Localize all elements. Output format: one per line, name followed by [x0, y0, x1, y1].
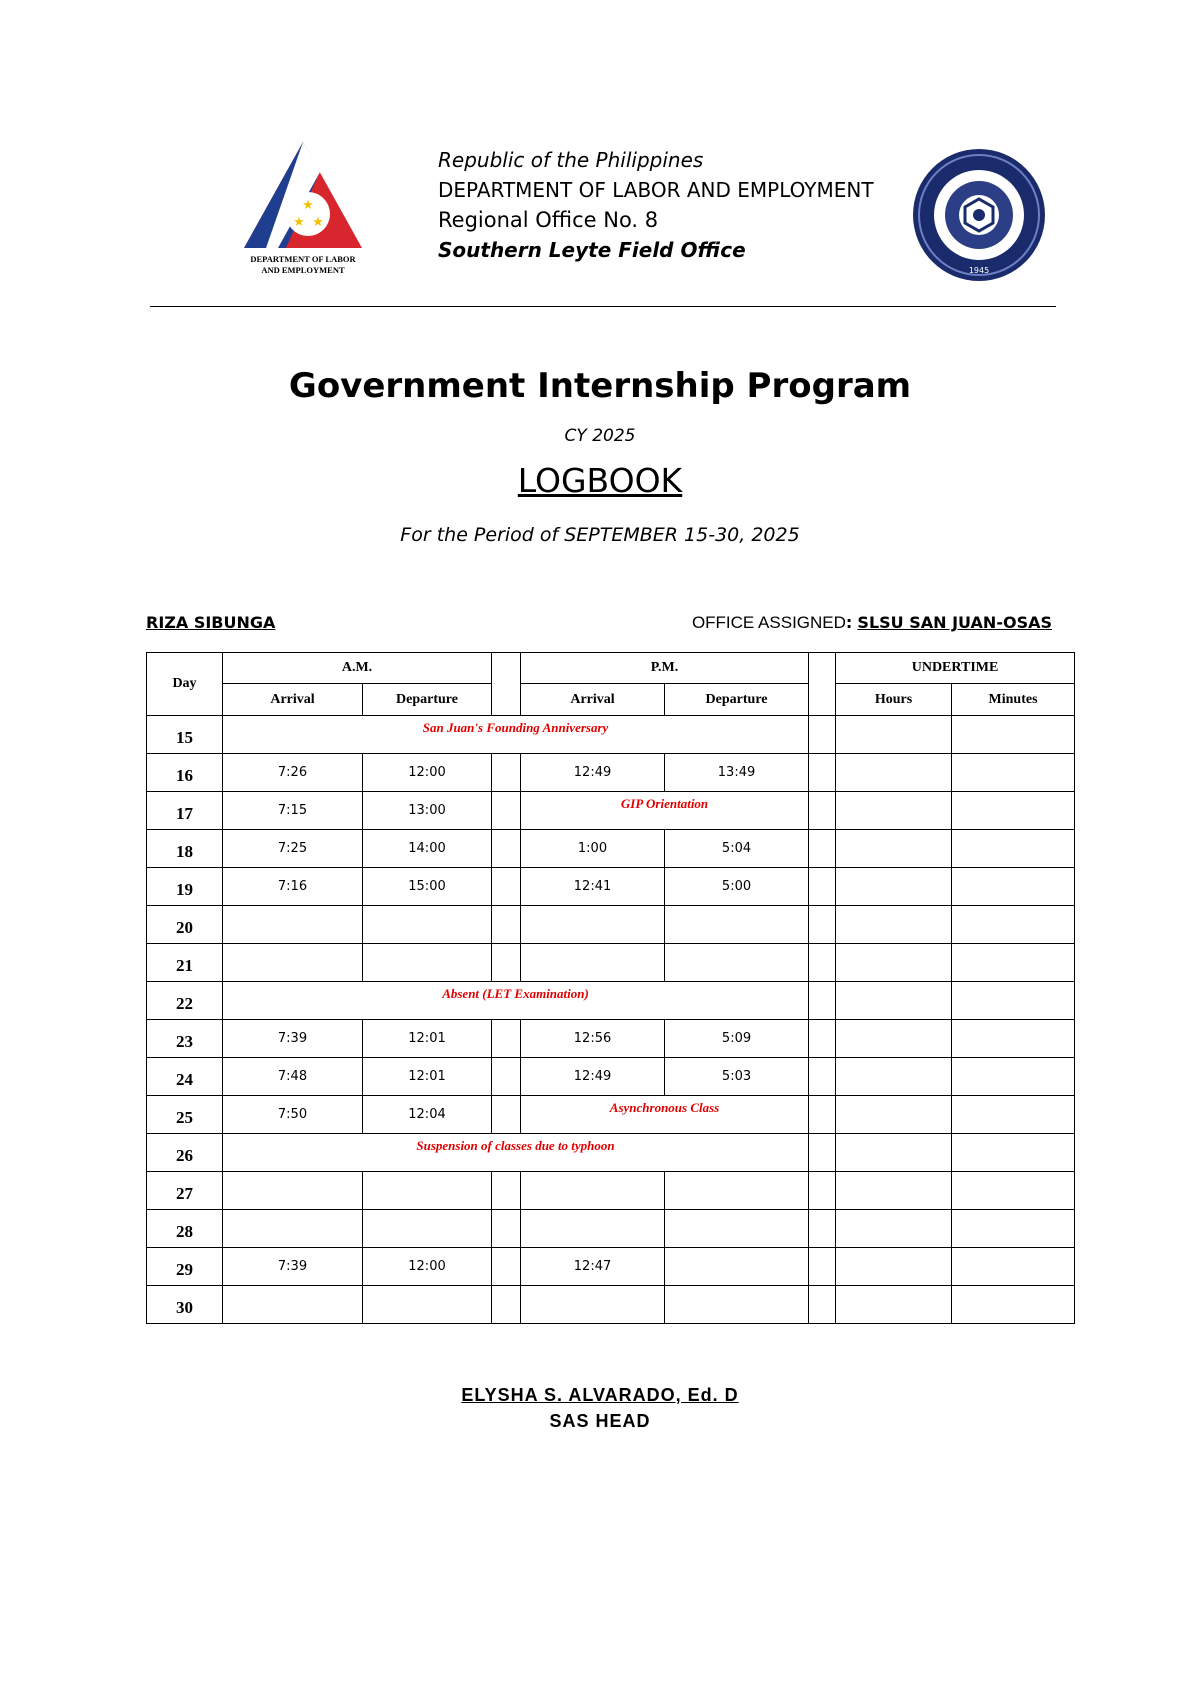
undertime-minutes-cell	[952, 1286, 1075, 1324]
pm-note-cell: GIP Orientation	[521, 792, 809, 830]
am-departure-cell	[363, 1286, 492, 1324]
day-cell: 21	[147, 944, 223, 982]
spacer-cell	[492, 1286, 521, 1324]
pm-arrival-cell: 12:41	[521, 868, 665, 906]
spacer-cell	[809, 754, 836, 792]
day-cell: 27	[147, 1172, 223, 1210]
spacer-cell	[809, 1134, 836, 1172]
undertime-minutes-cell	[952, 906, 1075, 944]
undertime-hours-cell	[836, 982, 952, 1020]
pm-arrival-cell: 12:49	[521, 754, 665, 792]
spacer-cell	[809, 1058, 836, 1096]
table-row	[147, 944, 1075, 982]
am-departure-cell	[363, 944, 492, 982]
spacer-cell	[492, 754, 521, 792]
pm-arrival-cell	[521, 944, 665, 982]
office-assigned-value: SLSU SAN JUAN-OSAS	[857, 613, 1052, 632]
table-row	[147, 868, 1075, 906]
header-lines	[438, 148, 874, 268]
header-pm: P.M.	[521, 653, 809, 684]
header-regional-office: Regional Office No. 8	[438, 208, 659, 232]
undertime-minutes-cell	[952, 1248, 1075, 1286]
undertime-hours-cell	[836, 830, 952, 868]
table-row	[147, 1134, 1075, 1172]
am-departure-cell: 14:00	[363, 830, 492, 868]
spacer-cell	[492, 944, 521, 982]
header-minutes: Minutes	[952, 684, 1075, 716]
calendar-year: CY 2025	[564, 426, 636, 446]
spacer-cell	[809, 1286, 836, 1324]
am-departure-cell	[363, 1210, 492, 1248]
pm-departure-cell	[665, 1286, 809, 1324]
day-cell: 24	[147, 1058, 223, 1096]
table-row	[147, 830, 1075, 868]
undertime-minutes-cell	[952, 982, 1075, 1020]
spacer-cell	[809, 906, 836, 944]
pm-arrival-cell: 1:00	[521, 830, 665, 868]
pm-arrival-cell: 12:56	[521, 1020, 665, 1058]
am-arrival-cell: 7:48	[223, 1058, 363, 1096]
table-row	[147, 1020, 1075, 1058]
am-arrival-cell	[223, 1172, 363, 1210]
logo-text-2: AND EMPLOYMENT	[261, 265, 345, 275]
header-am-arrival: Arrival	[223, 684, 363, 716]
day-cell: 28	[147, 1210, 223, 1248]
table-row	[147, 716, 1075, 754]
day-cell: 20	[147, 906, 223, 944]
pm-departure-cell: 5:04	[665, 830, 809, 868]
period-label: For the Period of SEPTEMBER 15-30, 2025	[400, 524, 800, 546]
spacer-cell	[809, 1248, 836, 1286]
pm-arrival-cell: 12:47	[521, 1248, 665, 1286]
am-departure-cell: 12:01	[363, 1058, 492, 1096]
header-spacer-2	[809, 653, 836, 716]
spacer-cell	[809, 1096, 836, 1134]
table-row	[147, 1058, 1075, 1096]
spacer-cell	[492, 1020, 521, 1058]
pm-note-cell: Asynchronous Class	[521, 1096, 809, 1134]
spacer-cell	[492, 1058, 521, 1096]
header-am-departure: Departure	[363, 684, 492, 716]
undertime-hours-cell	[836, 1020, 952, 1058]
pm-departure-cell	[665, 1248, 809, 1286]
undertime-hours-cell	[836, 716, 952, 754]
spacer-cell	[492, 868, 521, 906]
am-arrival-cell: 7:39	[223, 1020, 363, 1058]
day-cell: 16	[147, 754, 223, 792]
seal-year: 1945	[968, 266, 990, 275]
signatory-position: SAS HEAD	[549, 1411, 651, 1431]
table-row	[147, 754, 1075, 792]
undertime-minutes-cell	[952, 1058, 1075, 1096]
spacer-cell	[492, 1096, 521, 1134]
logo-star-right: ★	[312, 215, 324, 230]
undertime-hours-cell	[836, 906, 952, 944]
am-departure-cell: 12:04	[363, 1096, 492, 1134]
am-arrival-cell: 7:50	[223, 1096, 363, 1134]
undertime-minutes-cell	[952, 830, 1075, 868]
table-row	[147, 1096, 1075, 1134]
table-row	[147, 1172, 1075, 1210]
am-arrival-cell: 7:26	[223, 754, 363, 792]
header-field-office: Southern Leyte Field Office	[438, 238, 746, 262]
table-row	[147, 982, 1075, 1020]
am-arrival-cell	[223, 1210, 363, 1248]
table-row	[147, 792, 1075, 830]
spacer-cell	[809, 982, 836, 1020]
signatory-name: ELYSHA S. ALVARADO, Ed. D	[461, 1385, 739, 1405]
spacer-cell	[809, 868, 836, 906]
am-departure-cell	[363, 1172, 492, 1210]
day-cell: 17	[147, 792, 223, 830]
logbook-heading: LOGBOOK	[517, 461, 683, 500]
am-note-cell: Suspension of classes due to typhoon	[223, 1134, 809, 1172]
pm-arrival-cell	[521, 1210, 665, 1248]
spacer-cell	[809, 792, 836, 830]
spacer-cell	[492, 906, 521, 944]
undertime-hours-cell	[836, 1134, 952, 1172]
table-row	[147, 906, 1075, 944]
am-arrival-cell: 7:15	[223, 792, 363, 830]
pm-departure-cell	[665, 1172, 809, 1210]
undertime-hours-cell	[836, 1058, 952, 1096]
day-cell: 29	[147, 1248, 223, 1286]
seal-dot	[973, 209, 985, 221]
pm-arrival-cell	[521, 1286, 665, 1324]
undertime-hours-cell	[836, 944, 952, 982]
logo-text-1: DEPARTMENT OF LABOR	[250, 254, 356, 264]
header-spacer-1	[492, 653, 521, 716]
day-cell: 30	[147, 1286, 223, 1324]
spacer-cell	[809, 944, 836, 982]
spacer-cell	[809, 716, 836, 754]
header-republic: Republic of the Philippines	[438, 148, 704, 172]
undertime-minutes-cell	[952, 1020, 1075, 1058]
am-departure-cell: 12:00	[363, 754, 492, 792]
header-am: A.M.	[223, 653, 492, 684]
document-title: Government Internship Program	[288, 366, 912, 406]
pm-departure-cell: 5:03	[665, 1058, 809, 1096]
am-arrival-cell	[223, 944, 363, 982]
am-departure-cell: 15:00	[363, 868, 492, 906]
attendance-rows	[147, 716, 1075, 1324]
spacer-cell	[492, 830, 521, 868]
pm-departure-cell: 5:00	[665, 868, 809, 906]
pm-departure-cell: 13:49	[665, 754, 809, 792]
pm-departure-cell	[665, 1210, 809, 1248]
spacer-cell	[492, 1172, 521, 1210]
intern-name: RIZA SIBUNGA	[146, 613, 276, 632]
pm-departure-cell	[665, 944, 809, 982]
undertime-hours-cell	[836, 1286, 952, 1324]
spacer-cell	[492, 792, 521, 830]
pm-departure-cell: 5:09	[665, 1020, 809, 1058]
office-assigned: OFFICE ASSIGNED: SLSU SAN JUAN-OSAS	[691, 613, 1052, 632]
undertime-minutes-cell	[952, 944, 1075, 982]
pm-departure-cell	[665, 906, 809, 944]
header-pm-departure: Departure	[665, 684, 809, 716]
spacer-cell	[809, 1020, 836, 1058]
am-arrival-cell	[223, 906, 363, 944]
header-pm-arrival: Arrival	[521, 684, 665, 716]
day-cell: 25	[147, 1096, 223, 1134]
header-undertime: UNDERTIME	[836, 653, 1075, 684]
office-assigned-label: OFFICE ASSIGNED	[691, 613, 846, 632]
table-row	[147, 1286, 1075, 1324]
undertime-hours-cell	[836, 1096, 952, 1134]
undertime-hours-cell	[836, 1210, 952, 1248]
undertime-hours-cell	[836, 868, 952, 906]
logo-star-top: ★	[302, 198, 314, 213]
day-cell: 22	[147, 982, 223, 1020]
attendance-table	[146, 652, 1075, 1324]
am-note-cell: San Juan's Founding Anniversary	[223, 716, 809, 754]
table-row	[147, 1210, 1075, 1248]
spacer-cell	[809, 1210, 836, 1248]
undertime-hours-cell	[836, 1248, 952, 1286]
spacer-cell	[809, 830, 836, 868]
am-arrival-cell: 7:25	[223, 830, 363, 868]
am-departure-cell: 13:00	[363, 792, 492, 830]
day-cell: 26	[147, 1134, 223, 1172]
day-cell: 19	[147, 868, 223, 906]
am-departure-cell	[363, 906, 492, 944]
am-note-cell: Absent (LET Examination)	[223, 982, 809, 1020]
undertime-minutes-cell	[952, 1172, 1075, 1210]
am-departure-cell: 12:00	[363, 1248, 492, 1286]
header-department: DEPARTMENT OF LABOR AND EMPLOYMENT	[438, 178, 874, 202]
header-day: Day	[147, 653, 223, 716]
university-seal	[908, 145, 1050, 285]
undertime-hours-cell	[836, 1172, 952, 1210]
am-arrival-cell: 7:39	[223, 1248, 363, 1286]
pm-arrival-cell: 12:49	[521, 1058, 665, 1096]
am-arrival-cell: 7:16	[223, 868, 363, 906]
header-hours: Hours	[836, 684, 952, 716]
undertime-minutes-cell	[952, 754, 1075, 792]
day-cell: 15	[147, 716, 223, 754]
undertime-minutes-cell	[952, 716, 1075, 754]
undertime-minutes-cell	[952, 1134, 1075, 1172]
undertime-hours-cell	[836, 754, 952, 792]
spacer-cell	[492, 1248, 521, 1286]
header-divider	[150, 306, 1056, 307]
undertime-hours-cell	[836, 792, 952, 830]
pm-arrival-cell	[521, 1172, 665, 1210]
day-cell: 18	[147, 830, 223, 868]
am-arrival-cell	[223, 1286, 363, 1324]
spacer-cell	[809, 1172, 836, 1210]
pm-arrival-cell	[521, 906, 665, 944]
undertime-minutes-cell	[952, 1210, 1075, 1248]
spacer-cell	[492, 1210, 521, 1248]
dole-logo	[238, 136, 368, 278]
undertime-minutes-cell	[952, 868, 1075, 906]
am-departure-cell: 12:01	[363, 1020, 492, 1058]
table-row	[147, 1248, 1075, 1286]
logo-star-left: ★	[293, 215, 305, 230]
day-cell: 23	[147, 1020, 223, 1058]
undertime-minutes-cell	[952, 1096, 1075, 1134]
undertime-minutes-cell	[952, 792, 1075, 830]
